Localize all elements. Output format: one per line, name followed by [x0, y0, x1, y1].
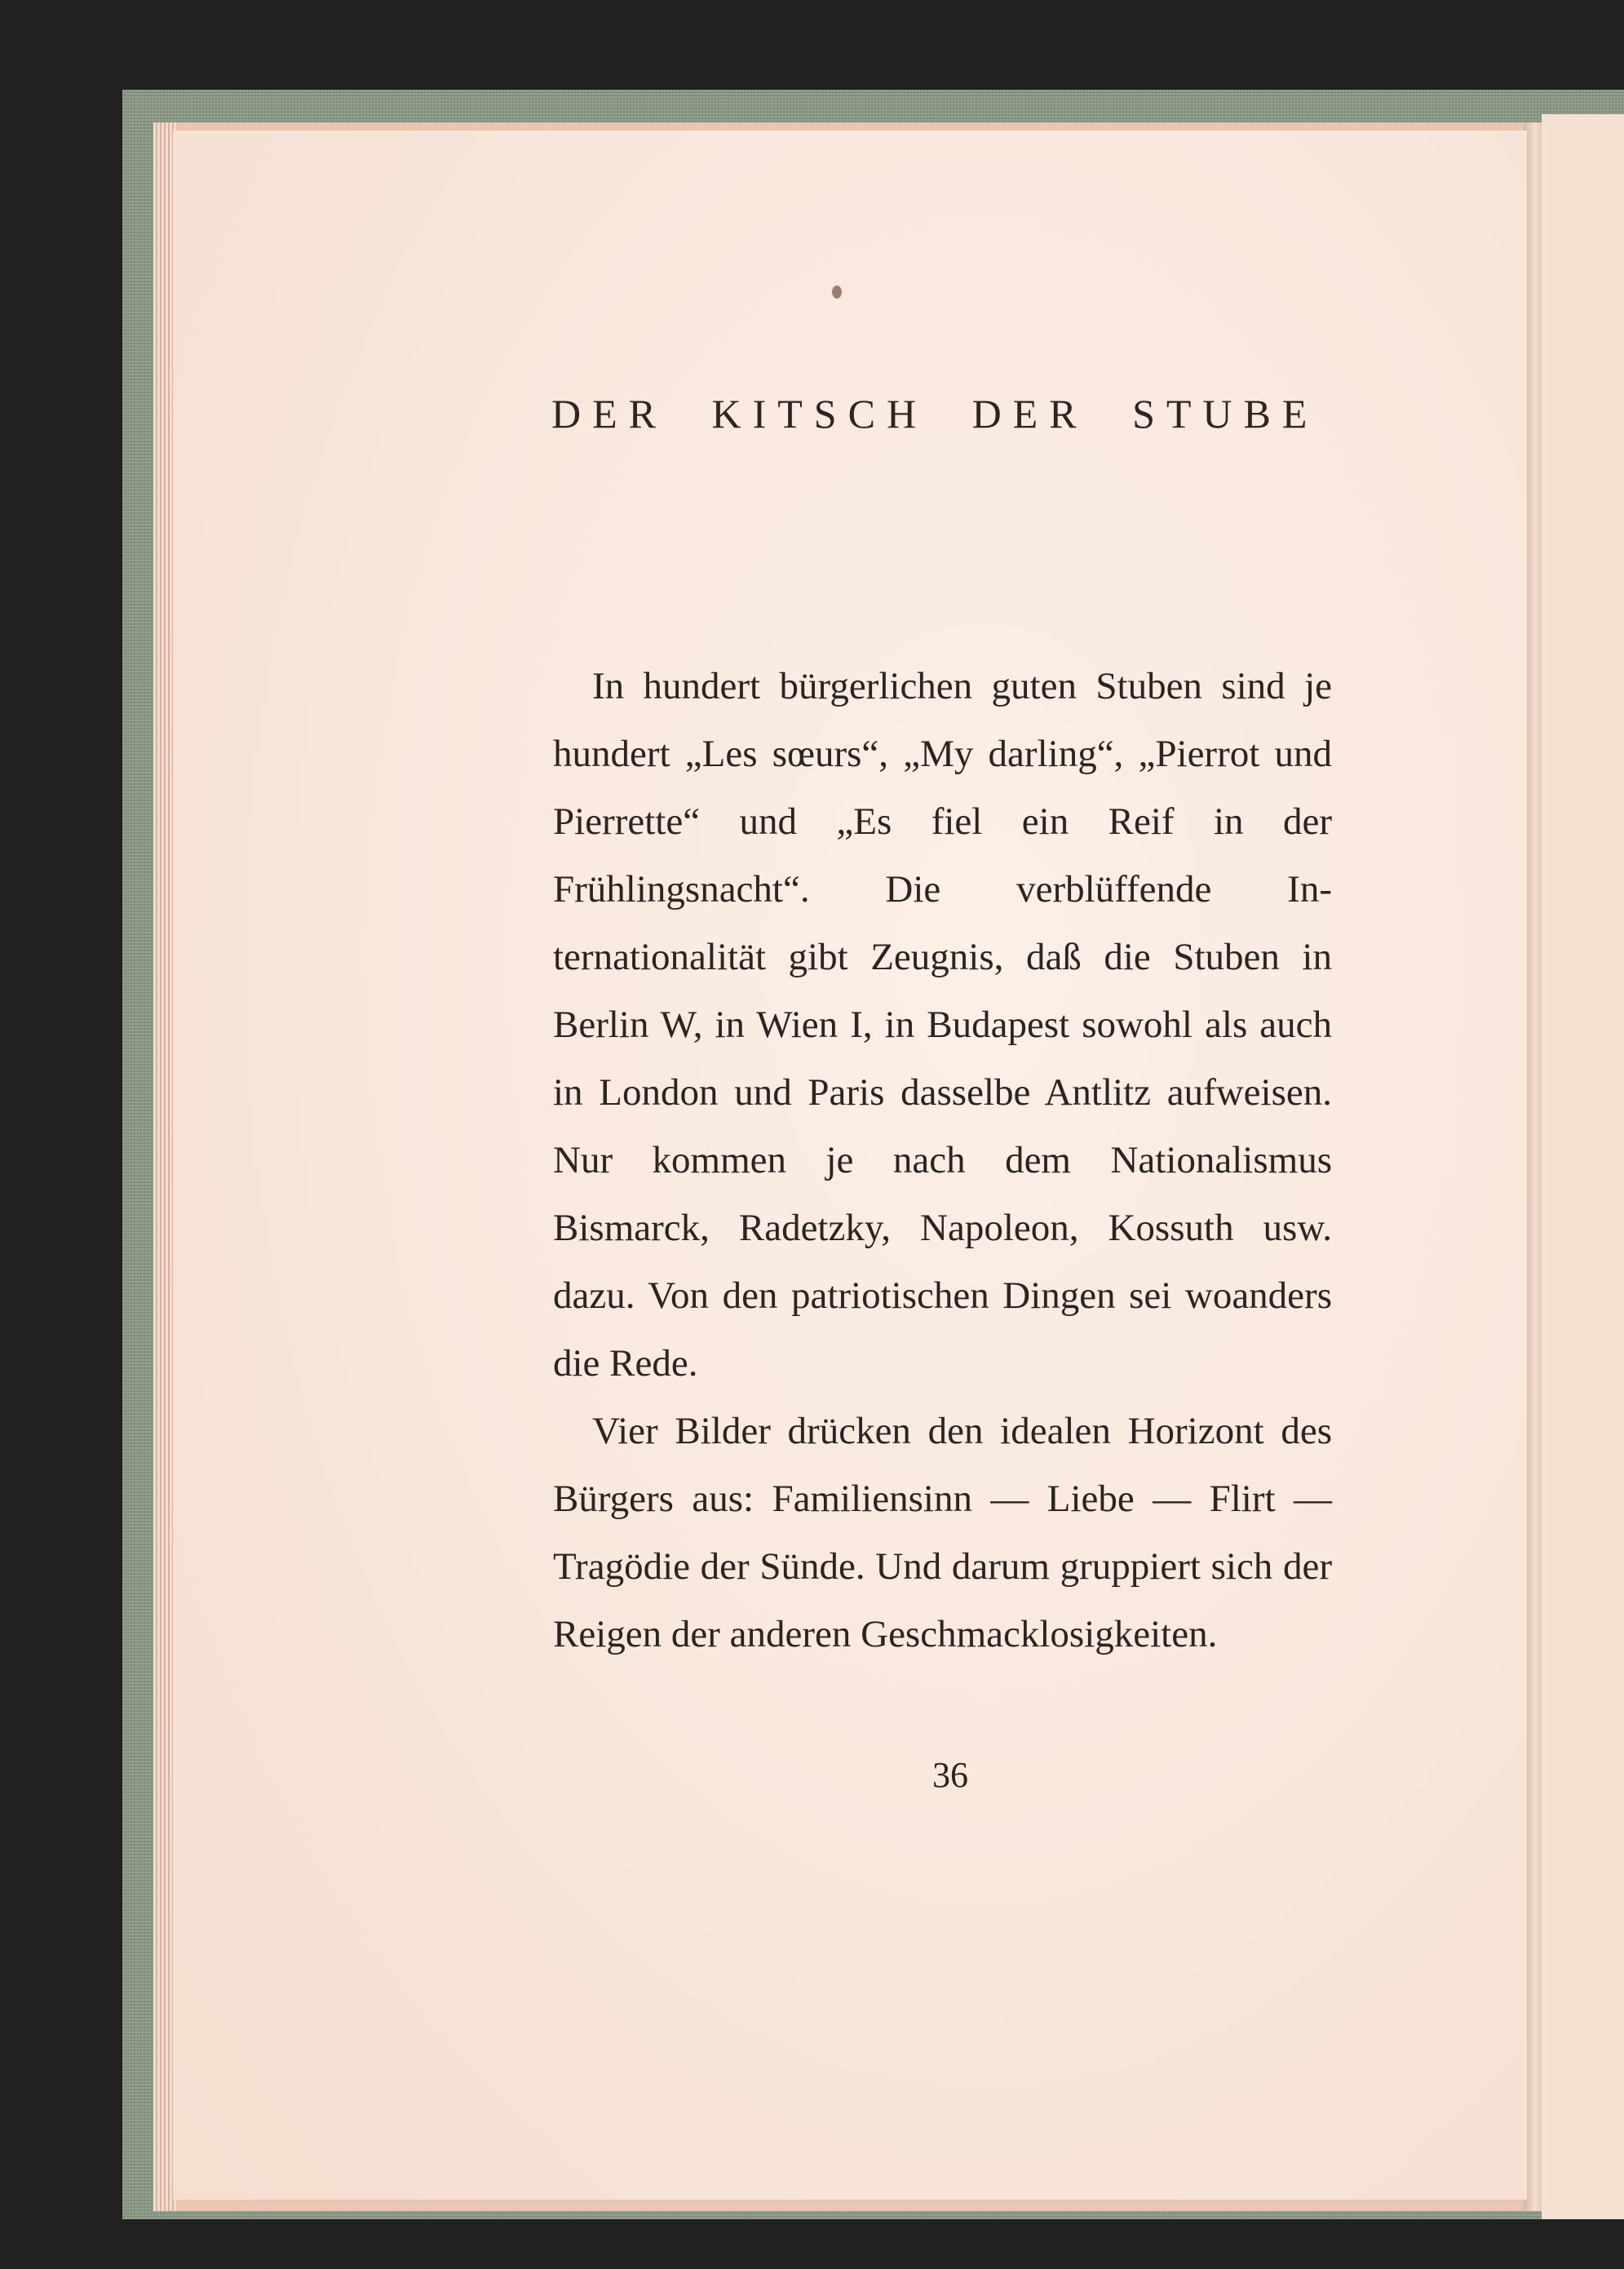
paragraph-1: In hundert bürgerlichen guten Stuben sind je hundert „Les sœurs“, „My darling“, „Pierrot und Pierrette“ und „Es fiel ein Reif in der Frühlingsnacht“. Die verblüffende Internationalität gibt Zeugnis, daß die Stuben in Berlin W, in Wien I, in Budapest sowohl als auch in London und Paris dasselbe Antlitz aufweisen. Nur kommen je nach dem Nationalismus Bismarck, Radetzky, Napoleon, Kossuth usw. dazu. Von den patriotischen Dingen sei woanders die Rede. — [553, 665, 1332, 1385]
chapter-title: DER KITSCH DER STUBE — [551, 391, 1319, 437]
body-text — [553, 653, 1332, 1669]
ornament-dot-icon — [832, 286, 842, 299]
facing-page-edge — [1542, 114, 1624, 2219]
page-number: 36 — [932, 1755, 968, 1795]
paragraph-2: Vier Bilder drücken den idealen Horizont des Bürgers aus: Familiensinn — Liebe — Flirt — Tragödie der Sünde. Und darum gruppiert sich der Reigen der anderen Geschmacklosigkeiten. — [553, 1410, 1332, 1655]
